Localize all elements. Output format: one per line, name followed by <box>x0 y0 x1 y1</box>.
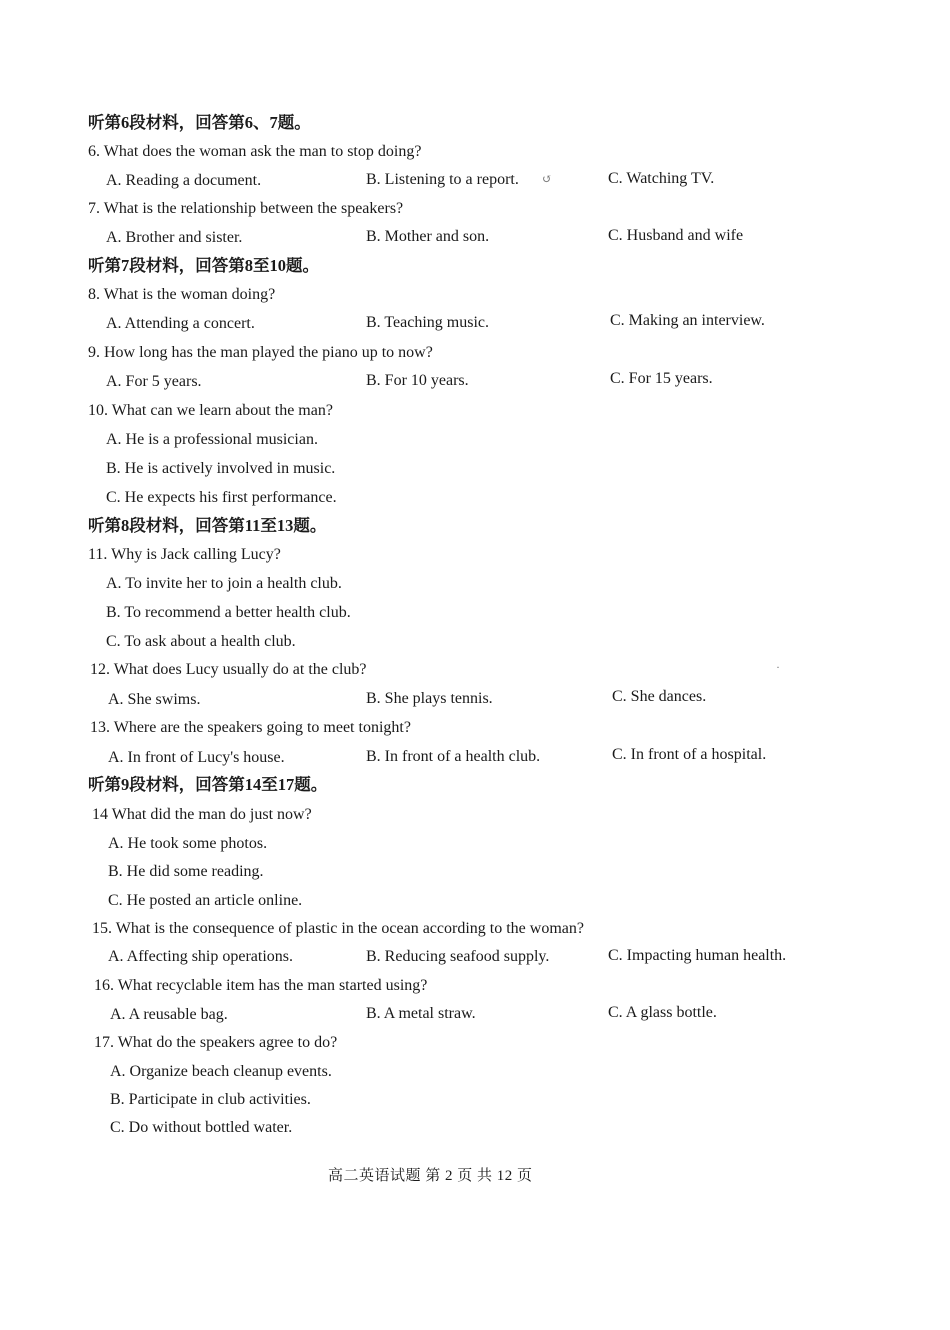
question-stem: 11. Why is Jack calling Lucy? <box>88 546 281 563</box>
option-c: C. She dances. <box>612 688 707 705</box>
option-a: A. Organize beach cleanup events. <box>110 1063 332 1080</box>
option-a: A. Reading a document. <box>106 172 262 189</box>
section-heading: 听第8段材料，回答第11至13题。 <box>88 516 327 535</box>
question-stem: 14 What did the man do just now? <box>92 806 312 823</box>
option-b: B. She plays tennis. <box>366 690 493 707</box>
option-a: A. Attending a concert. <box>106 315 255 332</box>
option-a: A. To invite her to join a health club. <box>106 575 342 592</box>
option-b: B. For 10 years. <box>366 372 469 389</box>
question-stem: 9. How long has the man played the piano up to now? <box>88 344 433 361</box>
option-c: C. A glass bottle. <box>608 1004 717 1021</box>
option-a: A. For 5 years. <box>106 373 202 390</box>
option-a: A. A reusable bag. <box>110 1006 228 1023</box>
question-stem: 16. What recyclable item has the man started using? <box>94 977 428 994</box>
option-c: C. Do without bottled water. <box>110 1119 293 1136</box>
question-stem: 8. What is the woman doing? <box>88 286 276 303</box>
option-b: B. In front of a health club. <box>366 748 541 765</box>
option-a: A. She swims. <box>108 691 201 708</box>
question-stem: 12. What does Lucy usually do at the club? <box>90 661 367 678</box>
option-c: C. For 15 years. <box>610 370 713 387</box>
option-c: C. Watching TV. <box>608 170 715 187</box>
option-c: C. In front of a hospital. <box>612 746 767 763</box>
option-c: C. Making an interview. <box>610 312 765 329</box>
option-c: C. He expects his first performance. <box>106 489 337 506</box>
option-a: A. Affecting ship operations. <box>108 948 294 965</box>
question-stem: 15. What is the consequence of plastic in the ocean according to the woman? <box>92 920 584 937</box>
option-a: A. Brother and sister. <box>106 229 243 246</box>
section-heading: 听第7段材料，回答第8至10题。 <box>88 256 319 275</box>
page-footer: 高二英语试题 第 2 页 共 12 页 <box>328 1168 533 1184</box>
option-b: B. Participate in club activities. <box>110 1091 311 1108</box>
question-stem: 10. What can we learn about the man? <box>88 402 333 419</box>
option-b: B. Teaching music. <box>366 314 490 331</box>
section-heading: 听第9段材料，回答第14至17题。 <box>88 775 328 794</box>
stray-mark-icon: ↺ <box>542 172 553 186</box>
question-stem: 6. What does the woman ask the man to stop doing? <box>88 143 422 160</box>
option-c: C. He posted an article online. <box>108 892 303 909</box>
option-a: A. He is a professional musician. <box>106 431 318 448</box>
option-c: C. To ask about a health club. <box>106 633 296 650</box>
option-a: A. In front of Lucy's house. <box>108 749 285 766</box>
option-b: B. He is actively involved in music. <box>106 460 336 477</box>
option-a: A. He took some photos. <box>108 835 268 852</box>
option-b: B. To recommend a better health club. <box>106 604 351 621</box>
question-stem: 13. Where are the speakers going to meet tonight? <box>90 719 411 736</box>
question-stem: 17. What do the speakers agree to do? <box>94 1034 338 1051</box>
option-b: B. He did some reading. <box>108 863 264 880</box>
stray-dot-icon: · <box>776 660 780 674</box>
option-b: B. Mother and son. <box>366 228 490 245</box>
option-c: C. Impacting human health. <box>608 947 787 964</box>
option-b: B. A metal straw. <box>366 1005 476 1022</box>
option-b: B. Reducing seafood supply. <box>366 948 550 965</box>
question-stem: 7. What is the relationship between the speakers? <box>88 200 404 217</box>
option-c: C. Husband and wife <box>608 227 744 244</box>
section-heading: 听第6段材料，回答第6、7题。 <box>88 113 311 132</box>
option-b: B. Listening to a report. <box>366 171 519 188</box>
